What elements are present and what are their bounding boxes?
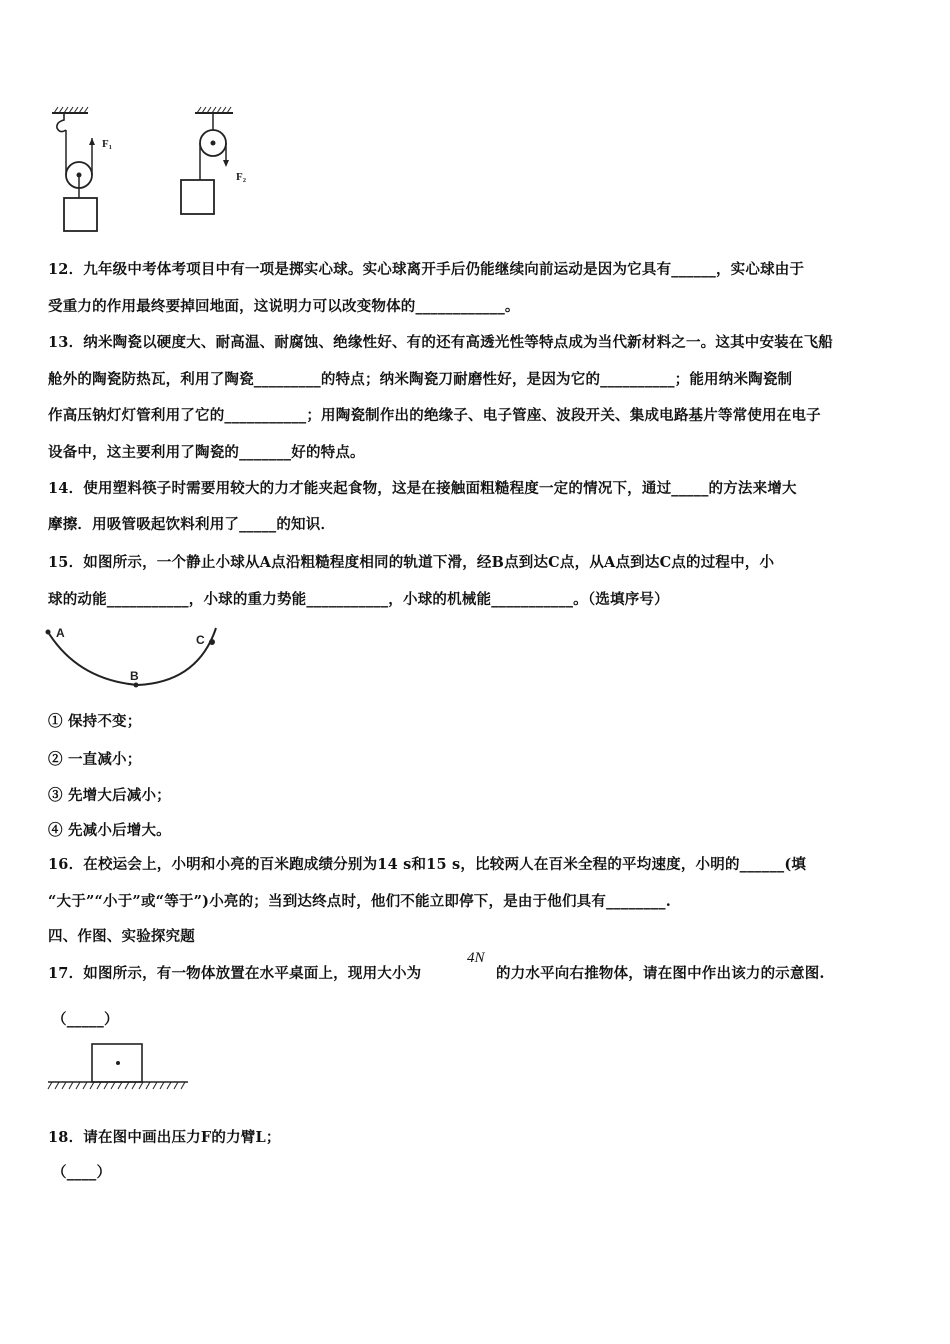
q13-line3: 作高压钠灯灯管利用了它的___________；用陶瓷制作出的绝缘子、电子管座、波段开关、集成电路基片等常使用在电子	[48, 407, 821, 424]
section-4-heading: 四、作图、实验探究题	[48, 928, 195, 945]
block-on-table-figure	[46, 1040, 196, 1095]
track-figure	[38, 620, 238, 695]
q15-line1: 15．如图所示，一个静止小球从A点沿粗糙程度相同的轨道下滑，经B点到达C点，从A点到达C点的过程中，小	[48, 554, 775, 571]
option-2: ② 一直减小；	[48, 751, 142, 768]
q12-line2: 受重力的作用最终要掉回地面，这说明力可以改变物体的____________。	[48, 298, 520, 315]
option-3: ③ 先增大后减小；	[48, 787, 171, 804]
q15-line2: 球的动能___________，小球的重力势能___________，小球的机械能___________。（选填序号）	[48, 591, 669, 608]
q17-text-before: 17．如图所示，有一物体放置在水平桌面上，现用大小为	[48, 965, 422, 982]
point-b-label: B	[130, 669, 139, 683]
point-c-label: C	[196, 633, 205, 647]
f1-label: F₁	[102, 138, 113, 150]
q18-answer: （____）	[52, 1164, 112, 1181]
option-1: ① 保持不变；	[48, 713, 142, 730]
q14-line2: 摩擦．用吸管吸起饮料利用了_____的知识．	[48, 516, 336, 533]
right-block	[181, 180, 214, 214]
pulley-figure	[40, 100, 270, 240]
q13-line1: 13．纳米陶瓷以硬度大、耐高温、耐腐蚀、绝缘性好、有的还有高透光性等特点成为当代新材料之一。这其中安装在飞船	[48, 334, 833, 351]
point-a-label: A	[56, 626, 65, 640]
q18-text: 18．请在图中画出压力F的力臂L；	[48, 1129, 281, 1146]
left-ceiling	[52, 107, 88, 113]
right-ceiling	[195, 107, 233, 113]
q16-line2: “大于”“小于”或“等于”)小亮的；当到达终点时，他们不能立即停下，是由于他们具有________.	[48, 893, 671, 910]
q16-line1: 16．在校运会上，小明和小亮的百米跑成绩分别为14 s和15 s，比较两人在百米全程的平均速度，小明的______(填	[48, 856, 807, 873]
q17-answer: （_____）	[52, 1011, 119, 1028]
q17-text-after: 的力水平向右推物体，请在图中作出该力的示意图.	[496, 965, 825, 982]
option-4: ④ 先减小后增大。	[48, 822, 171, 839]
q14-line1: 14．使用塑料筷子时需要用较大的力才能夹起食物，这是在接触面粗糙程度一定的情况下，通过_____的方法来增大	[48, 480, 797, 497]
q13-line2: 舱外的陶瓷防热瓦，利用了陶瓷_________的特点；纳米陶瓷刀耐磨性好，是因为它的__________；能用纳米陶瓷制	[48, 371, 793, 388]
q12-line1: 12．九年级中考体考项目中有一项是掷实心球。实心球离开手后仍能继续向前运动是因为它具有______，实心球由于	[48, 261, 805, 278]
ball	[209, 639, 215, 645]
left-block	[64, 198, 97, 231]
f2-label: F₂	[236, 171, 247, 183]
left-hook	[57, 113, 66, 132]
q17-math: 4N	[467, 950, 485, 966]
q13-line4: 设备中，这主要利用了陶瓷的_______好的特点。	[48, 444, 365, 461]
